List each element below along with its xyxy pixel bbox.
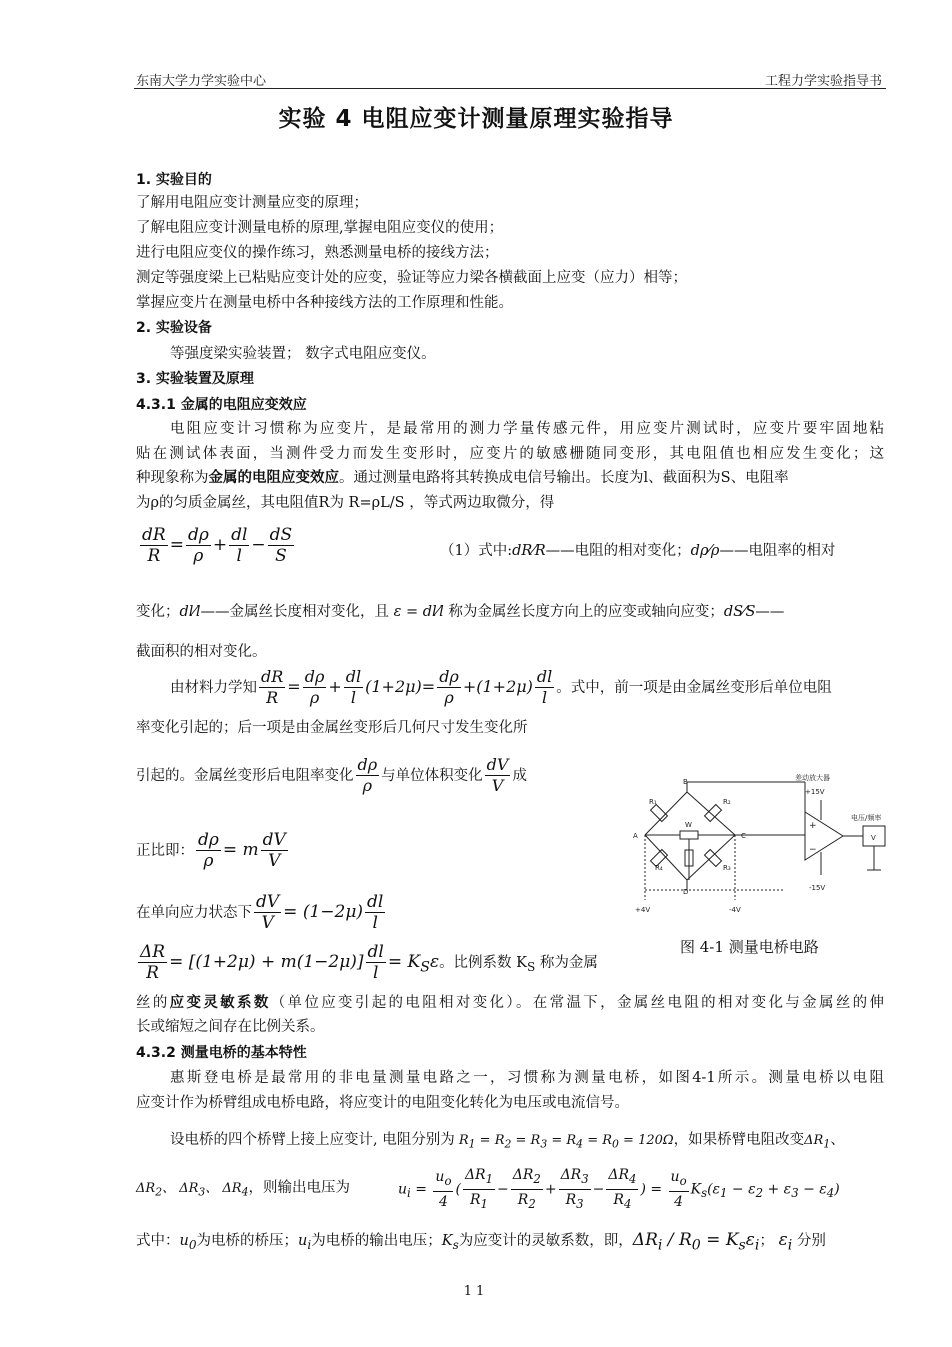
figure-caption: 图 4-1 测量电桥电路 [680, 938, 819, 956]
paragraph-line: 为ρ的匀质金属丝，其电阻值R为 R=ρL/S ，等式两边取微分，得 [136, 495, 555, 511]
paragraph-line: 正比即： $\frac{d\rho}{\rho}$ = m $\frac{dV}{V}$ [136, 830, 286, 871]
page-title: 实验 4 电阻应变计测量原理实验指导 [278, 106, 674, 132]
purpose-item: 了解电阻应变计测量电桥的原理,掌握电阻应变仪的使用； [136, 220, 504, 236]
term-gauge-factor: 应变灵敏系数 [169, 994, 271, 1011]
minus4v-label: -4V [729, 906, 741, 914]
equipment-text: 等强度梁实验装置； 数字式电阻应变仪。 [170, 346, 436, 362]
term-strain-effect: 金属的电阻应变效应 [208, 469, 339, 486]
svg-text:+: + [809, 821, 817, 831]
section-heading-setup: 3. 实验装置及原理 [136, 371, 254, 387]
section-heading-equipment: 2. 实验设备 [136, 320, 212, 336]
paragraph-line: 应变计作为桥臂组成电桥电路，将应变计的电阻变化转化为电压或电流信号。 [136, 1095, 629, 1111]
paragraph-line: 式中：$u_0$为电桥的桥压；$u_i$为电桥的输出电压；$K_s$为应变计的灵敏系数，即，$\Delta R_i / R_0 = K_s\varepsilon_i$； $\varepsilon_i$ 分别 [136, 1230, 826, 1254]
node-b-label: B [683, 778, 688, 786]
paragraph-line: 丝的应变灵敏系数（单位应变引起的电阻相对变化）。在常温下，金属丝电阻的相对变化与金属丝的伸 [136, 994, 885, 1011]
vpos-label: +15V [805, 788, 825, 796]
paragraph-line: 设电桥的四个桥臂上接上应变计, 电阻分别为 $R_1 = R_2 = R_3 = R_4 = R_0 = 120\Omega$，如果桥臂电阻改变$\Delta R_1$、 [170, 1132, 845, 1151]
paragraph-line: 率变化引起的；后一项是由金属丝变形后几何尺寸发生变化所 [136, 720, 528, 736]
node-a-label: A [633, 832, 638, 840]
amp-label: 差动放大器 [795, 774, 830, 782]
plus4v-label: +4V [635, 906, 651, 914]
paragraph-line: 贴在测试体表面，当测件受力而发生变形时，应变片的敏感栅随同变形，其电阻值也相应发生变化；这 [136, 446, 884, 462]
header-left: 东南大学力学实验中心 [136, 74, 267, 89]
purpose-item: 测定等强度梁上已粘贴应变计处的应变，验证等应力梁各横截面上应变（应力）相等； [136, 270, 687, 286]
r4-label: R₄ [655, 864, 663, 872]
r2-label: R₂ [723, 798, 731, 806]
paragraph-line: 种现象称为金属的电阻应变效应。通过测量电路将其转换成电信号输出。长度为l、截面积为S、电阻率 [136, 469, 789, 486]
r3-label: R₃ [723, 864, 731, 872]
node-d-label: D [683, 888, 689, 896]
page-number: 11 [463, 1284, 489, 1299]
paragraph-line: 惠斯登电桥是最常用的非电量测量电路之一，习惯称为测量电桥，如图4-1所示。测量电桥以电阻 [170, 1070, 884, 1086]
meter-label: 电压/频率 [851, 814, 882, 822]
paragraph-line: 长或缩短之间存在比例关系。 [136, 1019, 325, 1035]
section-heading-432: 4.3.2 测量电桥的基本特性 [136, 1045, 307, 1061]
svg-text:−: − [809, 845, 817, 855]
r1-label: R₁ [649, 798, 657, 806]
purpose-item: 进行电阻应变仪的操作练习，熟悉测量电桥的接线方法； [136, 245, 499, 261]
section-heading-431: 4.3.1 金属的电阻应变效应 [136, 397, 307, 413]
node-c-label: C [741, 832, 746, 840]
paragraph-line: $\frac{\Delta R}{R}$ = [(1+2μ) + m(1−2μ)] $\frac{dl}{l}$ = $K_S\varepsilon$。比例系数 $K_S$ 称为金属 [140, 942, 598, 983]
paragraph-line: $\Delta R_2$、 $\Delta R_3$、 $\Delta R_4$，则输出电压为 [136, 1180, 350, 1199]
paragraph-line: 截面积的相对变化。 [136, 644, 267, 660]
equation-1: $\frac{dR}{R}$ = $\frac{d\rho}{\rho}$ + $\frac{dl}{l}$ − $\frac{dS}{S}$ [142, 525, 293, 566]
equation-1-description: （1）式中:dR⁄R——电阻的相对变化；dρ⁄ρ——电阻率的相对 [440, 543, 836, 559]
vneg-label: -15V [809, 884, 826, 892]
header-right: 工程力学实验指导书 [764, 74, 882, 89]
paragraph-line: 引起的。金属丝变形后电阻率变化 $\frac{d\rho}{\rho}$ 与单位体积变化 $\frac{dV}{V}$ 成 [136, 755, 527, 795]
wd-label: W [685, 821, 692, 829]
section-heading-purpose: 1. 实验目的 [136, 172, 212, 188]
header-divider [134, 88, 886, 89]
paragraph-line: 由材料力学知 $\frac{dR}{R}$ = $\frac{d\rho}{\rho}$ + $\frac{dl}{l}$ (1+2μ)= $\frac{d\rho}{\rho}$ +(1+2μ) $\frac{dl}{l}$ 。式中，前一项是由金属丝变形后单位电阻 [170, 667, 832, 707]
bridge-circuit-diagram [625, 770, 890, 920]
purpose-item: 掌握应变片在测量电桥中各种接线方法的工作原理和性能。 [136, 295, 513, 311]
meter-v-label: V [871, 834, 876, 842]
paragraph-line: 在单向应力状态下 $\frac{dV}{V}$ = (1−2μ) $\frac{dl}{l}$ [136, 892, 384, 933]
equation-output-voltage: $u_i$ = $\frac{u_o}{4}$ ( $\frac{\Delta R_1}{R_1}$ − $\frac{\Delta R_2}{R_2}$ + $\frac{\Delta R_3}{R_3}$ − $\frac{\Delta R_4}{R_4}$ ) = $\frac{u_o}{4}$ $K_s(\varepsilon_1 - \varepsilon_2 + \varepsilon_3 - \varepsilon_4)$ [398, 1167, 840, 1211]
purpose-item: 了解用电阻应变计测量应变的原理； [136, 195, 368, 211]
paragraph-line: 电阻应变计习惯称为应变片，是最常用的测力学量传感元件，用应变片测试时，应变片要牢固地粘 [170, 421, 884, 437]
paragraph-line: 变化；dl⁄l——金属丝长度相对变化，且 ε = dl⁄l 称为金属丝长度方向上的应变或轴向应变；dS⁄S—— [136, 604, 785, 620]
